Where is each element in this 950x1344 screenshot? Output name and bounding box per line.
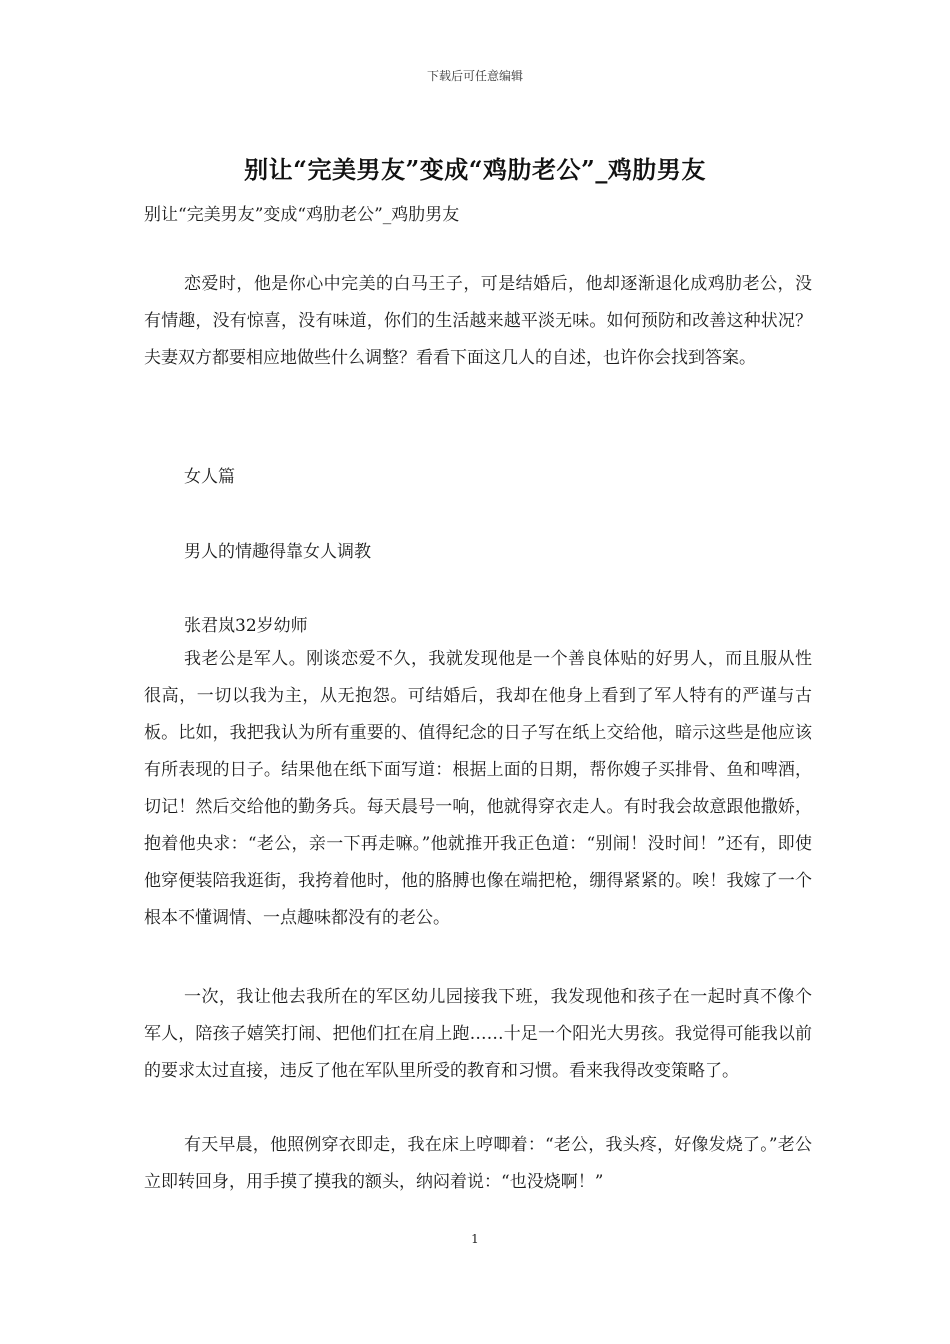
body-paragraph-3: 有天早晨，他照例穿衣即走，我在床上哼唧着：“老公，我头疼，好像发烧了。”老公立即转回身，用手摸了摸我的额头，纳闷着说：“也没烧啊！” <box>144 1135 812 1192</box>
page-header-note: 下载后可任意编辑 <box>426 69 523 83</box>
intro-paragraph: 恋爱时，他是你心中完美的白马王子，可是结婚后，他却逐渐退化成鸡肋老公，没有情趣，没有惊喜，没有味道，你们的生活越来越平淡无味。如何预防和改善这种状况？夫妻双方都要相应地做些什么调整？看看下面这几人的自述，也许你会找到答案。 <box>144 274 812 368</box>
section-label: 女人篇 <box>184 467 235 487</box>
body-paragraph-2: 一次，我让他去我所在的军区幼儿园接我下班，我发现他和孩子在一起时真不像个军人，陪孩子嬉笑打闹、把他们扛在肩上跑……十足一个阳光大男孩。我觉得可能我以前的要求太过直接，违反了他在军队里所受的教育和习惯。看来我得改变策略了。 <box>144 987 812 1081</box>
body-paragraph-1: 我老公是军人。刚谈恋爱不久，我就发现他是一个善良体贴的好男人，而且服从性很高，一切以我为主，从无抱怨。可结婚后，我却在他身上看到了军人特有的严谨与古板。比如，我把我认为所有重要的、值得纪念的日子写在纸上交给他，暗示这些是他应该有所表现的日子。结果他在纸下面写道：根据上面的日期，帮你嫂子买排骨、鱼和啤酒，切记！然后交给他的勤务兵。每天晨号一响，他就得穿衣走人。有时我会故意跟他撒娇，抱着他央求：“老公，亲一下再走嘛。”他就推开我正色道：“别闹！没时间！”还有，即使他穿便装陪我逛街，我挎着他时，他的胳膊也像在端把枪，绷得紧紧的。唉！我嫁了一个根本不懂调情、一点趣味都没有的老公。 <box>144 649 812 928</box>
section-heading: 男人的情趣得靠女人调教 <box>184 542 371 562</box>
document-subtitle: 别让“完美男友”变成“鸡肋老公”_鸡肋男友 <box>144 205 460 225</box>
document-title: 别让“完美男友”变成“鸡肋老公”_鸡肋男友 <box>244 155 706 184</box>
author-line: 张君岚32岁幼师 <box>184 616 308 636</box>
page-number: 1 <box>471 1232 479 1246</box>
